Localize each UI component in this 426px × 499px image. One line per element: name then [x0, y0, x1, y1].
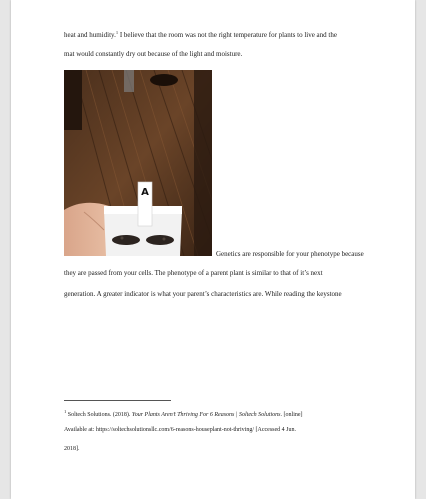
footnote-separator [64, 400, 171, 401]
body-text: I believe that the room was not the right temperature for plants to live and the [118, 31, 337, 39]
plant-photo-image [64, 70, 212, 256]
body-line-1 [64, 30, 337, 39]
footnote-line-2[interactable]: Available at: https://soltechsolutionsllc.com/6-reasons-houseplant-not-thriving/ [Accessed 4 Jun. [64, 427, 297, 433]
body-line-2: mat would constantly dry out because of the light and moisture. [64, 50, 243, 58]
body-line-5: generation. A greater indicator is what your parent’s characteristics are. While reading the keystone [64, 290, 342, 298]
plant-photo [64, 70, 212, 256]
footnote-line-3: 2018]. [64, 446, 80, 452]
body-text: heat and humidity. [64, 31, 116, 39]
body-line-3: Genetics are responsible for your phenotype because [216, 250, 364, 258]
footnote-text: . [online] [280, 412, 303, 418]
footnote-line-1 [64, 409, 303, 418]
footnote-text: Soltech Solutions. (2018). [66, 412, 132, 418]
footnote-marker: 1 [64, 409, 67, 414]
plant-tag-label: A [141, 187, 149, 198]
footnote-reference[interactable]: 1 [115, 30, 119, 35]
document-page [11, 0, 415, 499]
body-line-4: they are passed from your cells. The phenotype of a parent plant is similar to that of it’s next [64, 269, 323, 277]
footnote-source-title: Your Plants Aren’t Thriving For 6 Reasons | Soltech Solutions [131, 412, 281, 418]
